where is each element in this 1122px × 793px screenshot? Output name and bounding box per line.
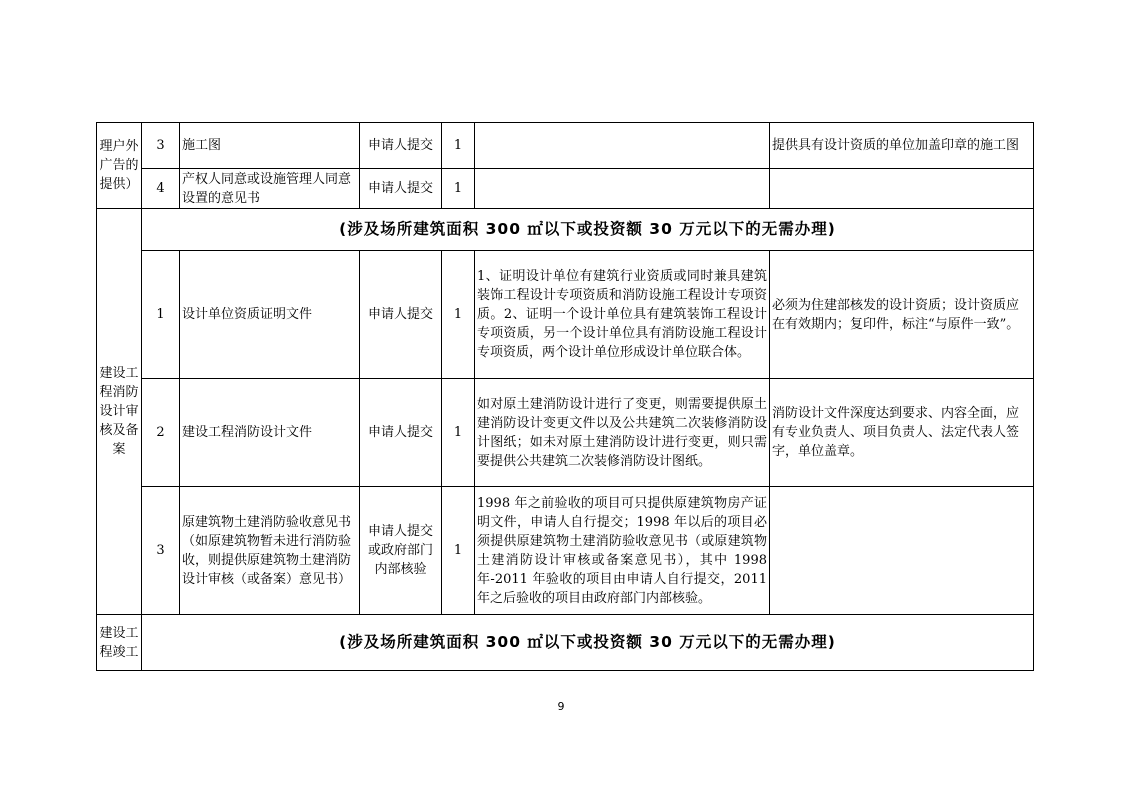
item-number: 2: [142, 379, 180, 487]
table-row: [97, 169, 1034, 209]
material-requirement: [770, 169, 1034, 209]
material-description: 1998 年之前验收的项目可只提供原建筑物房产证明文件，申请人自行提交；1998 年以后的项目必须提供原建筑物土建消防验收意见书（或原建筑物土建消防设计审核或备案意见书），其中 1998 年-2011 年验收的项目由申请人自行提交，2011 年之后验收的项目由政府部门内部核验。: [475, 487, 770, 615]
item-number: 4: [142, 169, 180, 209]
table-row: [97, 487, 1034, 615]
material-name: 施工图: [180, 123, 360, 169]
material-requirement: [770, 487, 1034, 615]
material-source: 申请人提交: [360, 169, 442, 209]
exemption-banner: (涉及场所建筑面积 300 ㎡以下或投资额 30 万元以下的无需办理): [142, 615, 1034, 671]
material-count: 1: [442, 251, 475, 379]
table-row: [97, 123, 1034, 169]
material-requirement: 必须为住建部核发的设计资质；设计资质应在有效期内；复印件，标注“与原件一致”。: [770, 251, 1034, 379]
material-source: 申请人提交: [360, 123, 442, 169]
material-source: 申请人提交: [360, 251, 442, 379]
category-cell: 理户外广告的提供）: [97, 123, 142, 209]
material-requirement: 提供具有设计资质的单位加盖印章的施工图: [770, 123, 1034, 169]
item-number: 1: [142, 251, 180, 379]
material-count: 1: [442, 487, 475, 615]
material-count: 1: [442, 169, 475, 209]
material-count: 1: [442, 123, 475, 169]
material-description: [475, 123, 770, 169]
material-count: 1: [442, 379, 475, 487]
page-number: 9: [557, 700, 565, 713]
table-row: [97, 379, 1034, 487]
material-source: 申请人提交或政府部门内部核验: [360, 487, 442, 615]
item-number: 3: [142, 123, 180, 169]
table-row: [97, 251, 1034, 379]
category-cell: 建设工程竣工: [97, 615, 142, 671]
material-name: 建设工程消防设计文件: [180, 379, 360, 487]
table-row: [97, 615, 1034, 671]
material-requirement: 消防设计文件深度达到要求、内容全面，应有专业负责人、项目负责人、法定代表人签字，单位盖章。: [770, 379, 1034, 487]
category-cell: 建设工程消防设计审核及备案: [97, 209, 142, 615]
material-name: 产权人同意或设施管理人同意设置的意见书: [180, 169, 360, 209]
exemption-banner: (涉及场所建筑面积 300 ㎡以下或投资额 30 万元以下的无需办理): [142, 209, 1034, 251]
material-name: 原建筑物土建消防验收意见书（如原建筑物暂未进行消防验收，则提供原建筑物土建消防设计审核（或备案）意见书）: [180, 487, 360, 615]
item-number: 3: [142, 487, 180, 615]
table-row: [97, 209, 1034, 251]
material-description: [475, 169, 770, 209]
material-source: 申请人提交: [360, 379, 442, 487]
material-name: 设计单位资质证明文件: [180, 251, 360, 379]
material-description: 如对原土建消防设计进行了变更，则需要提供原土建消防设计变更文件以及公共建筑二次装修消防设计图纸；如未对原土建消防设计进行变更，则只需要提供公共建筑二次装修消防设计图纸。: [475, 379, 770, 487]
materials-table: [96, 122, 1034, 671]
material-description: 1、证明设计单位有建筑行业资质或同时兼具建筑装饰工程设计专项资质和消防设施工程设计专项资质。2、证明一个设计单位具有建筑装饰工程设计专项资质，另一个设计单位具有消防设施工程设计专项资质，两个设计单位形成设计单位联合体。: [475, 251, 770, 379]
